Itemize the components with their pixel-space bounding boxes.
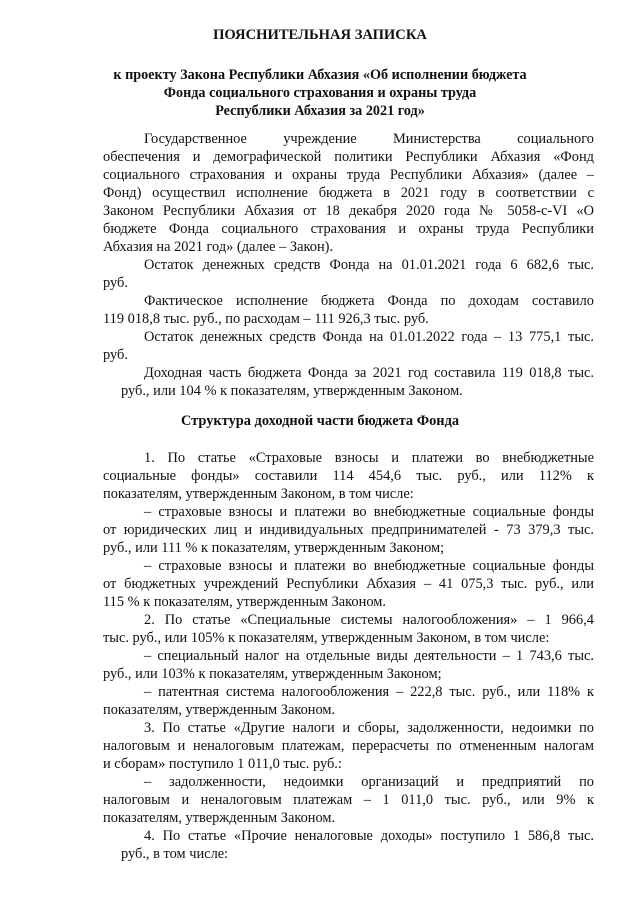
- item2a-line-1: – специальный налог на отдельные виды деятельности – 1 743,6 тыс.: [144, 648, 594, 664]
- item1b-line-3: 115 % к показателям, утвержденным Законом.: [103, 594, 386, 610]
- item2-line-1: 2. По статье «Специальные системы налогообложения» – 1 966,4: [144, 612, 594, 628]
- balance-end-line-2: руб.: [103, 347, 128, 363]
- item3-line-1: 3. По статье «Другие налоги и сборы, задолженности, недоимки по: [144, 720, 594, 736]
- intro-line-2: обеспечения и демографической политики Республики Абхазия «Фонд: [103, 149, 594, 165]
- item2b-line-2: показателям, утвержденным Законом.: [103, 702, 336, 718]
- intro-line-4: Фонд) осуществил исполнение бюджета в 2021 году в соответствии с: [103, 185, 594, 201]
- balance-start-line-2: руб.: [103, 275, 128, 291]
- item1b-line-2: от бюджетных учреждений Республики Абхазия – 41 075,3 тыс. руб., или: [103, 576, 594, 592]
- item4-line-1: 4. По статье «Прочие неналоговые доходы» поступило 1 586,8 тыс.: [144, 828, 594, 844]
- item2-line-2: тыс. руб., или 105% к показателям, утвержденным Законом, в том числе:: [103, 630, 550, 646]
- item1a-line-2: от юридических лиц и индивидуальных предпринимателей - 73 379,3 тыс.: [103, 522, 594, 538]
- item2a-line-2: руб., или 103% к показателям, утвержденным Законом;: [103, 666, 442, 682]
- item3-line-2: налоговым и неналоговым платежам, перерасчеты по отмененным налогам: [103, 738, 594, 754]
- balance-start-line-1: Остаток денежных средств Фонда на 01.01.2021 года 6 682,6 тыс.: [144, 257, 594, 273]
- item3a-line-1: – задолженности, недоимки организаций и предприятий по: [144, 774, 594, 790]
- item1a-line-1: – страховые взносы и платежи во внебюджетные социальные фонды: [144, 504, 594, 520]
- actual-line-1: Фактическое исполнение бюджета Фонда по доходам составило: [144, 293, 594, 309]
- item1-line-2: социальные фонды» составили 114 454,6 тыс. руб., или 112% к: [103, 468, 594, 484]
- intro-line-1: Государственное учреждение Министерства социального: [144, 131, 594, 147]
- subtitle-line-1: к проекту Закона Республики Абхазия «Об исполнении бюджета: [113, 67, 527, 83]
- item4-line-2: руб., в том числе:: [121, 846, 229, 862]
- item1-line-3: показателям, утвержденным Законом, в том числе:: [103, 486, 414, 502]
- actual-line-2: 119 018,8 тыс. руб., по расходам – 111 926,3 тыс. руб.: [103, 311, 429, 327]
- intro-line-5: Законом Республики Абхазия от 18 декабря 2020 года № 5058-с-VI «О: [103, 203, 594, 219]
- item1a-line-3: руб., или 111 % к показателям, утвержденным Законом;: [103, 540, 445, 556]
- section-heading: Структура доходной части бюджета Фонда: [180, 413, 460, 429]
- item3-line-3: и сборам» поступило 1 011,0 тыс. руб.:: [103, 756, 342, 772]
- balance-end-line-1: Остаток денежных средств Фонда на 01.01.2022 года – 13 775,1 тыс.: [144, 329, 594, 345]
- income-line-2: руб., или 104 % к показателям, утвержденным Законом.: [121, 383, 463, 399]
- item1-line-1: 1. По статье «Страховые взносы и платежи во внебюджетные: [144, 450, 594, 466]
- intro-line-6: бюджете Фонда социального страхования и охраны труда Республики: [103, 221, 594, 237]
- item2b-line-1: – патентная система налогообложения – 222,8 тыс. руб., или 118% к: [144, 684, 594, 700]
- intro-line-7: Абхазия на 2021 год» (далее – Закон).: [103, 239, 334, 255]
- subtitle-line-3: Республики Абхазия за 2021 год»: [215, 103, 425, 119]
- intro-line-3: социального страхования и охраны труда Республики Абхазия» (далее –: [103, 167, 594, 183]
- item1b-line-1: – страховые взносы и платежи во внебюджетные социальные фонды: [144, 558, 594, 574]
- document-title: ПОЯСНИТЕЛЬНАЯ ЗАПИСКА: [213, 27, 427, 43]
- income-line-1: Доходная часть бюджета Фонда за 2021 год составила 119 018,8 тыс.: [144, 365, 594, 381]
- item3a-line-3: показателям, утвержденным Законом.: [103, 810, 336, 826]
- item3a-line-2: налоговым и неналоговым платежам – 1 011,0 тыс. руб., или 9% к: [103, 792, 594, 808]
- subtitle-line-2: Фонда социального страхования и охраны труда: [163, 85, 477, 101]
